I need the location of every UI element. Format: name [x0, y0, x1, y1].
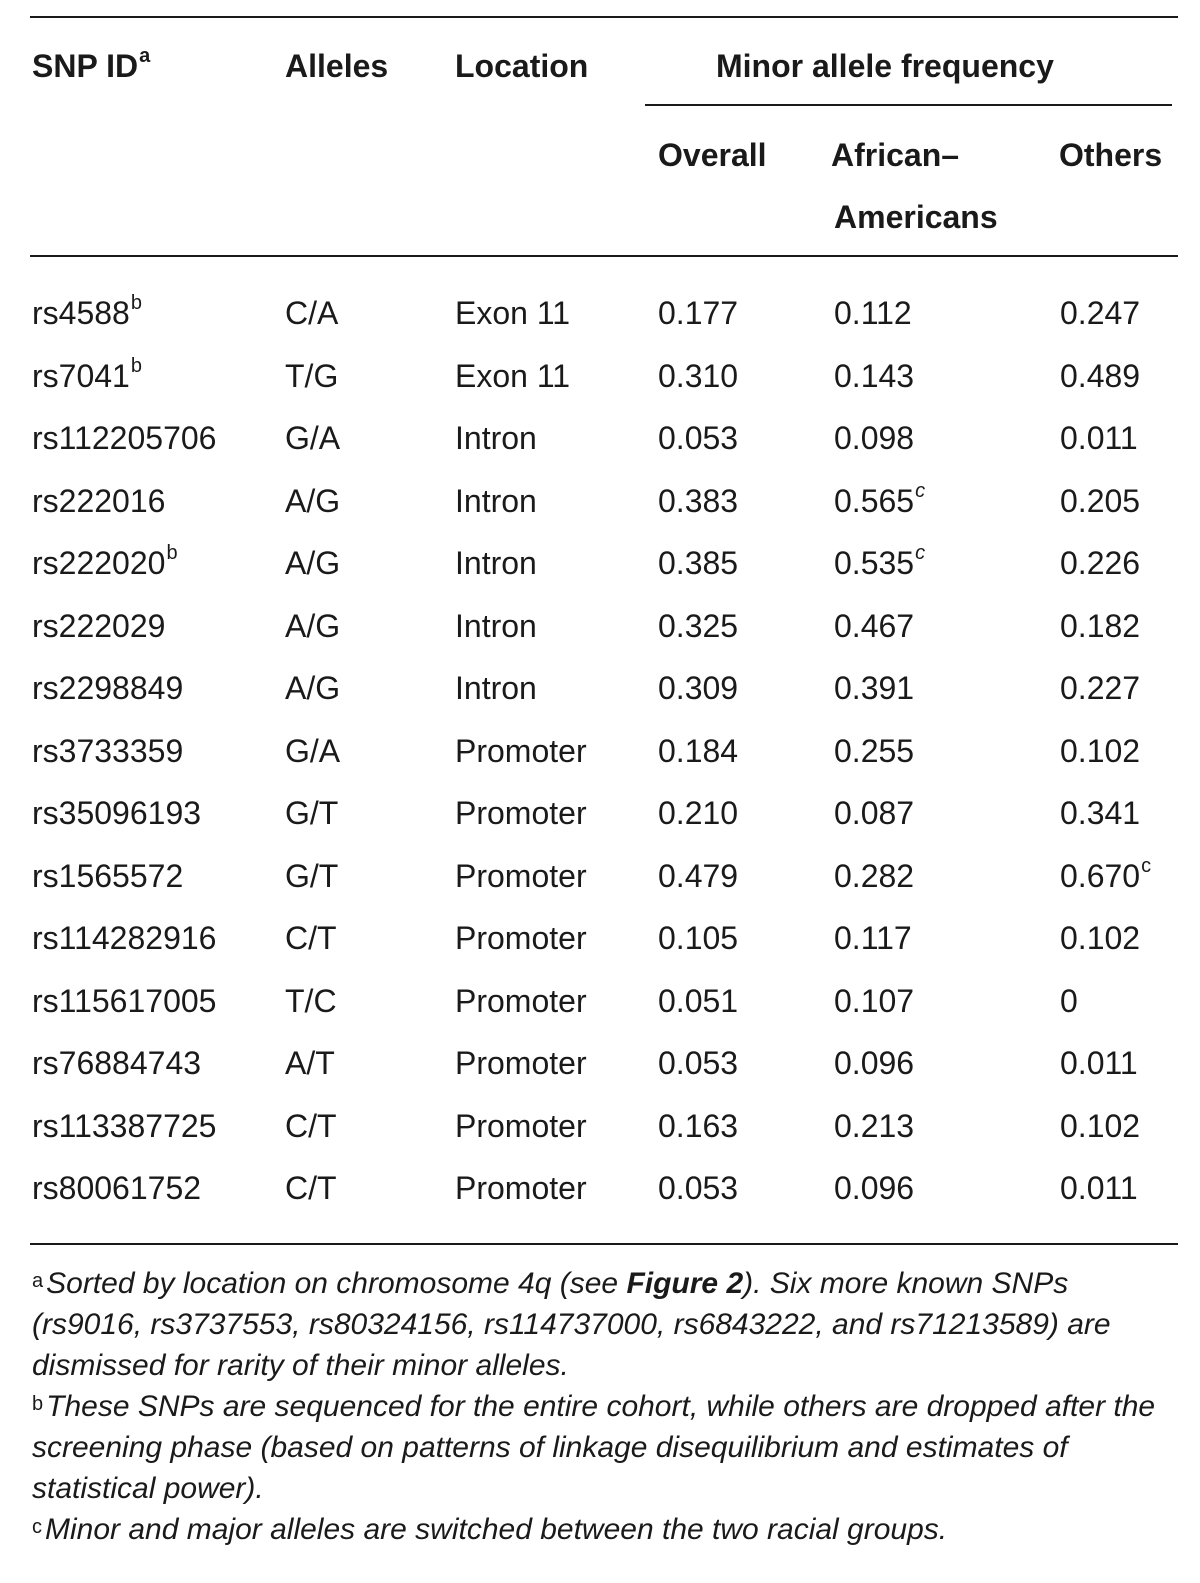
cell-alleles [285, 982, 337, 1019]
cell-maf-overall [658, 1172, 738, 1204]
cell-maf-others [1060, 482, 1141, 519]
footnote-mark: c [915, 479, 926, 502]
cell-maf-african-americans [834, 922, 912, 954]
cell-maf-others [1060, 982, 1078, 1019]
footnote-a-text1: Sorted by location on chromosome 4q (see [46, 1267, 627, 1300]
footnote-mark: c [1141, 854, 1152, 877]
cell-maf-overall-text: 0.053 [658, 420, 739, 456]
cell-snp-id [32, 1172, 201, 1204]
cell-maf-overall [658, 547, 738, 579]
cell-maf-african-americans [834, 542, 926, 581]
cell-location [455, 1047, 587, 1079]
cell-maf-african-americans [834, 422, 914, 454]
cell-maf-others-text: 0.011 [1060, 1170, 1138, 1206]
cell-maf-others-text: 0.011 [1060, 1045, 1138, 1081]
cell-maf-overall [658, 857, 739, 894]
footnote-mark-a: a [139, 45, 151, 67]
cell-maf-overall-text: 0.325 [658, 607, 739, 644]
cell-snp-id [32, 482, 166, 519]
cell-location [455, 482, 537, 519]
cell-snp-id-text: rs2298849 [32, 670, 184, 706]
cell-alleles-text: G/T [285, 857, 339, 894]
cell-maf-overall [658, 607, 739, 644]
cell-maf-others [1060, 797, 1140, 829]
cell-location [455, 297, 570, 329]
cell-snp-id [32, 542, 178, 581]
cell-alleles [285, 422, 340, 454]
cell-alleles [285, 482, 341, 519]
footnote-mark: b [130, 354, 142, 377]
cell-location [455, 1107, 587, 1144]
cell-maf-african-americans [834, 1172, 914, 1204]
header-alleles: Alleles [285, 48, 389, 84]
cell-alleles-text: G/T [285, 795, 339, 831]
cell-location [455, 607, 537, 644]
header-overall: Overall [658, 137, 767, 173]
cell-alleles-text: A/T [285, 1045, 335, 1081]
cell-maf-overall [658, 1107, 739, 1144]
cell-maf-african-americans [834, 1047, 914, 1079]
cell-maf-overall-text: 0.479 [658, 857, 739, 894]
cell-location [455, 357, 571, 394]
cell-snp-id-text: rs3733359 [32, 732, 184, 769]
cell-maf-others-text: 0.489 [1060, 357, 1141, 394]
cell-location-text: Intron [455, 607, 537, 644]
header-minor-allele-frequency: Minor allele frequency [716, 48, 1054, 84]
cell-maf-others [1060, 297, 1140, 329]
cell-maf-african-americans [834, 479, 926, 519]
cell-maf-african-americans [834, 607, 915, 644]
cell-maf-overall-text: 0.053 [658, 1170, 739, 1206]
cell-location-text: Intron [455, 670, 537, 706]
cell-alleles [285, 357, 339, 394]
cell-alleles [285, 1047, 335, 1079]
figure-reference: Figure 2 [626, 1267, 744, 1300]
cell-maf-african-americans [834, 672, 914, 704]
cell-maf-overall [658, 482, 739, 519]
cell-maf-overall [658, 797, 738, 829]
cell-snp-id [32, 354, 142, 394]
cell-maf-others-text: 0.102 [1060, 732, 1141, 769]
footnote-c-mark: c [32, 1516, 42, 1538]
cell-snp-id-text: rs222020 [32, 545, 166, 581]
cell-maf-others [1060, 672, 1140, 704]
cell-snp-id-text: rs7041 [32, 357, 130, 394]
cell-maf-overall [658, 1047, 738, 1079]
cell-alleles [285, 732, 341, 769]
cell-location-text: Exon 11 [455, 295, 571, 331]
cell-maf-others [1060, 854, 1152, 894]
header-snp-id-text: SNP ID [32, 48, 139, 84]
cell-alleles [285, 922, 337, 954]
cell-alleles-text: T/C [285, 982, 337, 1019]
cell-location-text: Intron [455, 420, 537, 456]
footnotes [32, 1263, 1182, 1550]
cell-location [455, 1172, 587, 1204]
cell-snp-id-text: rs112205706 [32, 420, 217, 456]
cell-location-text: Promoter [455, 920, 587, 956]
cell-maf-others [1060, 1047, 1138, 1079]
cell-snp-id-text: rs113387725 [32, 1107, 217, 1144]
cell-maf-others-text: 0.670 [1060, 857, 1141, 894]
cell-alleles-text: T/G [285, 357, 339, 394]
cell-location-text: Promoter [455, 732, 587, 769]
table-bottom-rule [30, 1243, 1178, 1245]
header-african-americans-2: Americans [834, 199, 998, 235]
footnote-c-text: Minor and major alleles are switched between the two racial groups. [45, 1513, 948, 1546]
cell-maf-african-americans-text: 0.143 [834, 357, 915, 394]
cell-maf-others-text: 0.205 [1060, 482, 1141, 519]
footnote-mark: b [166, 542, 178, 564]
cell-alleles-text: A/G [285, 545, 341, 581]
cell-maf-african-americans [834, 857, 915, 894]
cell-snp-id-text: rs35096193 [32, 795, 202, 831]
cell-alleles-text: C/T [285, 1170, 337, 1206]
cell-snp-id-text: rs4588 [32, 295, 130, 331]
cell-maf-african-americans-text: 0.535 [834, 545, 915, 581]
cell-snp-id [32, 797, 201, 829]
cell-maf-others [1060, 1107, 1141, 1144]
header-african-americans-1: African– [831, 137, 960, 173]
cell-location-text: Promoter [455, 1107, 587, 1144]
cell-maf-others-text: 0.102 [1060, 1107, 1141, 1144]
cell-snp-id [32, 292, 142, 331]
cell-snp-id-text: rs222029 [32, 607, 166, 644]
cell-location [455, 982, 587, 1019]
cell-maf-african-americans [834, 357, 915, 394]
footnote-a [32, 1263, 1182, 1386]
cell-maf-overall [658, 357, 739, 394]
header-bottom-rule [30, 255, 1178, 257]
cell-maf-african-americans-text: 0.096 [834, 1170, 915, 1206]
cell-location-text: Promoter [455, 857, 587, 894]
cell-maf-others-text: 0 [1060, 982, 1078, 1019]
cell-alleles [285, 607, 341, 644]
cell-maf-overall-text: 0.105 [658, 920, 739, 956]
footnote-b-mark: b [32, 1393, 44, 1415]
cell-maf-others-text: 0.227 [1060, 670, 1141, 706]
cell-maf-african-americans-text: 0.112 [834, 295, 912, 331]
cell-snp-id-text: rs80061752 [32, 1170, 202, 1206]
cell-maf-others [1060, 922, 1140, 954]
maf-group-rule [645, 104, 1172, 106]
cell-snp-id [32, 607, 166, 644]
cell-snp-id [32, 922, 216, 954]
cell-location-text: Exon 11 [455, 357, 571, 394]
cell-maf-others [1060, 357, 1141, 394]
cell-maf-others [1060, 1172, 1138, 1204]
cell-maf-overall-text: 0.210 [658, 795, 739, 831]
cell-maf-overall [658, 422, 738, 454]
cell-alleles [285, 547, 340, 579]
cell-maf-african-americans-text: 0.282 [834, 857, 915, 894]
cell-maf-african-americans [834, 732, 915, 769]
cell-maf-african-americans-text: 0.565 [834, 482, 915, 519]
cell-maf-others-text: 0.226 [1060, 545, 1141, 581]
cell-location [455, 672, 537, 704]
footnote-mark: b [130, 292, 142, 314]
cell-snp-id [32, 672, 183, 704]
cell-maf-overall [658, 922, 738, 954]
cell-location [455, 797, 587, 829]
header-others: Others [1059, 137, 1163, 173]
cell-maf-overall-text: 0.163 [658, 1107, 739, 1144]
cell-maf-african-americans [834, 297, 912, 329]
cell-maf-others-text: 0.011 [1060, 420, 1138, 456]
cell-maf-overall-text: 0.385 [658, 545, 739, 581]
cell-maf-others [1060, 422, 1138, 454]
footnote-b-text: These SNPs are sequenced for the entire cohort, while others are dropped after the screening phase (based on patterns of linkage disequilibrium and estimates of statistical power). [32, 1390, 1156, 1505]
cell-location [455, 857, 587, 894]
cell-snp-id-text: rs115617005 [32, 982, 217, 1019]
cell-maf-others-text: 0.182 [1060, 607, 1141, 644]
cell-alleles-text: A/G [285, 607, 341, 644]
header-location: Location [455, 48, 589, 84]
cell-maf-african-americans [834, 797, 914, 829]
cell-maf-african-americans-text: 0.087 [834, 795, 915, 831]
cell-snp-id-text: rs76884743 [32, 1045, 202, 1081]
cell-maf-african-americans-text: 0.391 [834, 670, 915, 706]
cell-maf-others-text: 0.247 [1060, 295, 1141, 331]
cell-alleles [285, 1172, 337, 1204]
top-rule [30, 16, 1178, 18]
cell-location-text: Promoter [455, 795, 587, 831]
cell-snp-id [32, 1107, 217, 1144]
cell-maf-overall-text: 0.310 [658, 357, 739, 394]
footnote-b [32, 1386, 1182, 1509]
cell-snp-id [32, 1047, 201, 1079]
cell-maf-others [1060, 607, 1141, 644]
cell-location-text: Promoter [455, 982, 587, 1019]
cell-alleles [285, 672, 340, 704]
header-snp-id [32, 45, 151, 84]
cell-alleles-text: C/T [285, 920, 337, 956]
cell-maf-overall-text: 0.309 [658, 670, 739, 706]
cell-maf-african-americans [834, 982, 915, 1019]
footnote-c [32, 1509, 1182, 1550]
cell-alleles-text: G/A [285, 420, 341, 456]
cell-snp-id-text: rs114282916 [32, 920, 217, 956]
cell-alleles-text: A/G [285, 482, 341, 519]
footnote-mark: c [915, 542, 926, 564]
cell-alleles [285, 297, 338, 329]
cell-maf-others-text: 0.341 [1060, 795, 1141, 831]
footnote-a-mark: a [32, 1270, 44, 1292]
cell-location-text: Promoter [455, 1170, 587, 1206]
cell-maf-overall-text: 0.184 [658, 732, 739, 769]
cell-maf-others [1060, 732, 1141, 769]
cell-maf-african-americans-text: 0.098 [834, 420, 915, 456]
cell-maf-overall-text: 0.177 [658, 295, 739, 331]
cell-location [455, 732, 587, 769]
cell-maf-others-text: 0.102 [1060, 920, 1141, 956]
cell-maf-african-americans-text: 0.255 [834, 732, 915, 769]
cell-snp-id [32, 982, 217, 1019]
cell-maf-african-americans-text: 0.107 [834, 982, 915, 1019]
cell-maf-african-americans-text: 0.213 [834, 1107, 915, 1144]
cell-location-text: Intron [455, 482, 537, 519]
cell-snp-id [32, 422, 216, 454]
cell-location [455, 922, 587, 954]
cell-maf-african-americans-text: 0.096 [834, 1045, 915, 1081]
cell-maf-african-americans [834, 1107, 915, 1144]
cell-alleles-text: A/G [285, 670, 341, 706]
cell-alleles-text: G/A [285, 732, 341, 769]
cell-maf-others [1060, 547, 1140, 579]
cell-location [455, 422, 537, 454]
cell-snp-id-text: rs222016 [32, 482, 166, 519]
cell-maf-african-americans-text: 0.467 [834, 607, 915, 644]
cell-maf-overall [658, 982, 739, 1019]
cell-location-text: Intron [455, 545, 537, 581]
cell-maf-overall [658, 732, 739, 769]
cell-alleles [285, 797, 338, 829]
cell-snp-id-text: rs1565572 [32, 857, 184, 894]
cell-maf-african-americans-text: 0.117 [834, 920, 912, 956]
cell-location-text: Promoter [455, 1045, 587, 1081]
cell-alleles-text: C/T [285, 1107, 337, 1144]
cell-snp-id [32, 857, 184, 894]
cell-maf-overall-text: 0.051 [658, 982, 739, 1019]
cell-alleles [285, 1107, 337, 1144]
cell-alleles-text: C/A [285, 295, 339, 331]
cell-maf-overall [658, 672, 738, 704]
cell-maf-overall-text: 0.053 [658, 1045, 739, 1081]
cell-maf-overall-text: 0.383 [658, 482, 739, 519]
cell-location [455, 547, 537, 579]
footnote-a-text2: ). Six more known SNPs (rs9016, rs3737553, rs80324156, rs114737000, rs6843222, and rs71213589) are dismissed for rarity of their minor alleles. [32, 1267, 1111, 1382]
cell-snp-id [32, 732, 184, 769]
cell-alleles [285, 857, 339, 894]
cell-maf-overall [658, 297, 738, 329]
